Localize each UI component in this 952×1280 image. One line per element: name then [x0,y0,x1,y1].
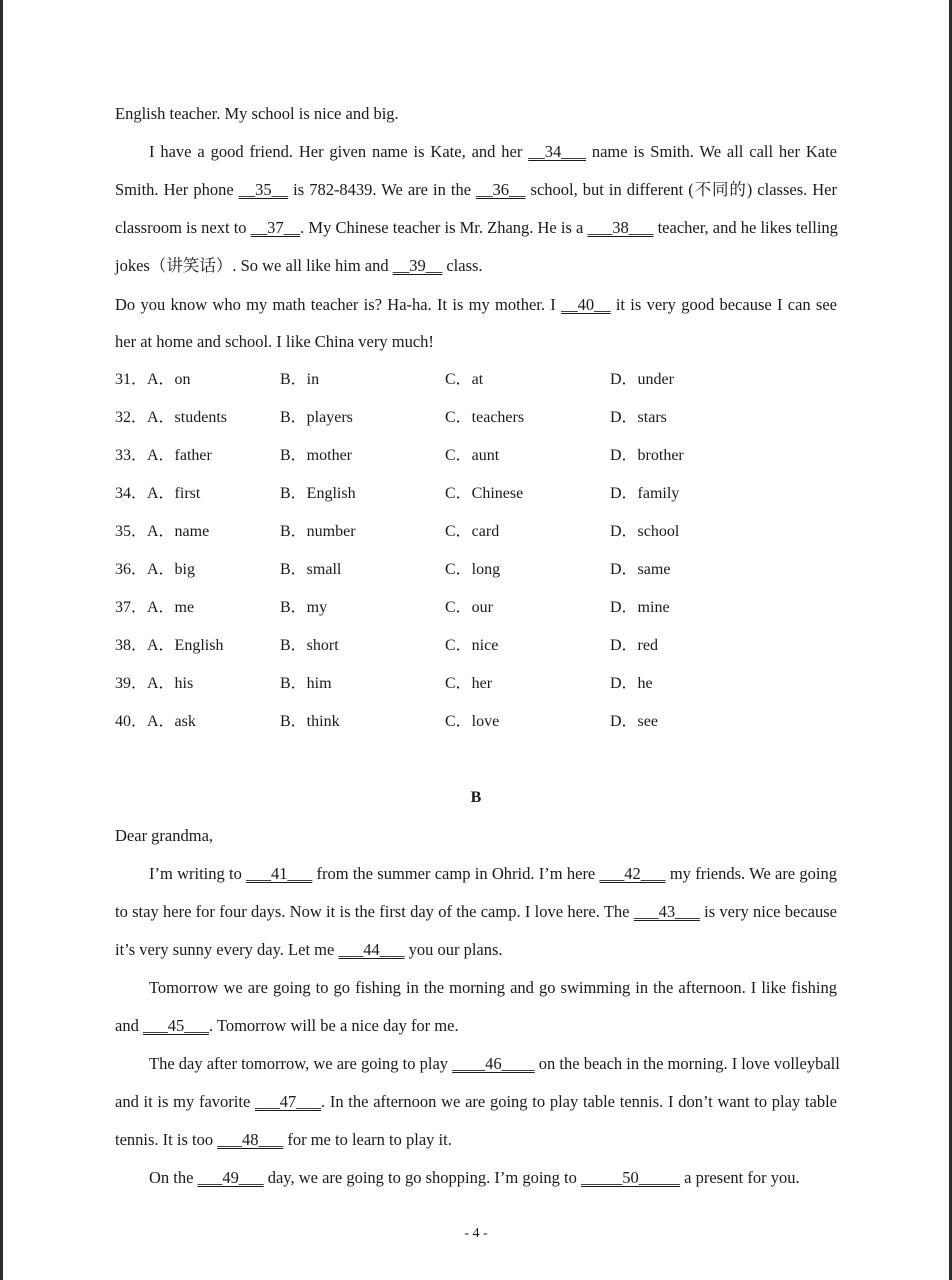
passage-b-line-6: The day after tomorrow, we are going to play ____46____ on the beach in the morning. I love volleyball [149,1054,840,1073]
question-40-options [115,711,837,733]
passage-b-line-7: and it is my favorite ___47___. In the afternoon we are going to play table tennis. I don’t want to play table [115,1092,838,1111]
option-d: D．under [610,371,674,388]
option-a: 38．A．English [115,637,224,654]
question-33-options [115,445,837,467]
option-d: D．see [610,713,658,730]
passage-a-line-3: Smith. Her phone __35__ is 782-8439. We are in the __36__ school, but in different (不同的) classes. Her [115,180,837,199]
option-b: B．him [280,675,332,692]
option-c: C．nice [445,637,499,654]
option-c: C．her [445,675,493,692]
passage-b-line-8: tennis. It is too ___48___ for me to learn to play it. [115,1130,452,1149]
blank-44: ___44___ [338,940,405,959]
option-a: 33．A．father [115,447,212,464]
passage-b-line-5: and ___45___. Tomorrow will be a nice day for me. [115,1016,459,1035]
blank-45: ___45___ [142,1016,209,1035]
option-d: D．family [610,485,680,502]
option-c: C．long [445,561,501,578]
option-b: B．number [280,523,356,540]
option-d: D．red [610,637,658,654]
question-36-options [115,559,837,581]
question-38-options [115,635,837,657]
option-c: C．teachers [445,409,525,426]
option-d: D．same [610,561,671,578]
passage-a-line-6: Do you know who my math teacher is? Ha-ha. It is my mother. I __40__ it is very good because I can see [115,295,838,314]
option-a: 37．A．me [115,599,195,616]
passage-b-line-3: it’s very sunny every day. Let me ___44___ you our plans. [115,940,503,959]
passage-b-line-9: On the ___49___ day, we are going to go shopping. I’m going to _____50_____ a present for you. [149,1168,800,1187]
letter-greeting: Dear grandma, [115,826,214,845]
option-d: D．mine [610,599,670,616]
blank-36: __36__ [476,180,526,199]
question-35-options [115,521,837,543]
option-b: B．small [280,561,342,578]
blank-40: __40__ [561,295,611,314]
blank-43: ___43___ [633,902,700,921]
option-a: 36．A．big [115,561,196,578]
option-c: C．love [445,713,500,730]
option-d: D．he [610,675,653,692]
blank-37: __37__ [250,218,301,237]
passage-b-line-4: Tomorrow we are going to go fishing in the morning and go swimming in the afternoon. I like fishing [149,978,837,997]
option-c: C．Chinese [445,485,524,502]
option-b: B．players [280,409,353,426]
option-a: 39．A．his [115,675,194,692]
passage-a-line-1: English teacher. My school is nice and big. [115,104,399,123]
option-a: 34．A．first [115,485,201,502]
option-a: 32．A．students [115,409,228,426]
passage-a-line-2: I have a good friend. Her given name is Kate, and her __34___ name is Smith. We all call her Kate [149,142,838,161]
passage-a-line-7: her at home and school. I like China very much! [115,332,434,351]
scan-edge-left [0,0,3,1280]
question-39-options [115,673,837,695]
option-d: D．brother [610,447,684,464]
option-b: B．mother [280,447,352,464]
option-b: B．in [280,371,320,388]
passage-a-line-4: classroom is next to __37__. My Chinese teacher is Mr. Zhang. He is a ___38___ teacher, and he likes telling [115,218,838,237]
blank-35: __35__ [238,180,289,199]
option-c: C．aunt [445,447,500,464]
option-b: B．think [280,713,340,730]
option-b: B．short [280,637,339,654]
blank-39: __39__ [392,256,443,275]
option-d: D．school [610,523,680,540]
page-number: - 4 - [464,1226,488,1241]
option-a: 31．A．on [115,371,191,388]
option-a: 40．A．ask [115,713,196,730]
blank-41: ___41___ [246,864,313,883]
passage-b-line-1: I’m writing to ___41___ from the summer camp in Ohrid. I’m here ___42___ my friends. We are going [149,864,838,883]
blank-46: ____46____ [452,1054,535,1073]
question-32-options [115,407,837,429]
option-a: 35．A．name [115,523,210,540]
section-b-heading: B [470,789,482,806]
question-37-options [115,597,837,619]
blank-42: ___42___ [599,864,666,883]
passage-b-line-2: to stay here for four days. Now it is the first day of the camp. I love here. The ___43___ is very nice because [115,902,838,921]
blank-50: _____50_____ [581,1168,681,1187]
blank-47: ___47___ [255,1092,321,1111]
question-34-options [115,483,837,505]
blank-48: ___48___ [217,1130,284,1149]
blank-38: ___38___ [587,218,654,237]
option-c: C．at [445,371,484,388]
blank-34: __34___ [528,142,586,161]
option-c: C．our [445,599,494,616]
blank-49: ___49___ [197,1168,264,1187]
option-d: D．stars [610,409,667,426]
option-b: B．my [280,599,328,616]
option-b: B．English [280,485,356,502]
option-c: C．card [445,523,500,540]
passage-a-line-5: jokes（讲笑话）. So we all like him and __39__ class. [115,256,483,275]
question-31-options [115,369,837,391]
